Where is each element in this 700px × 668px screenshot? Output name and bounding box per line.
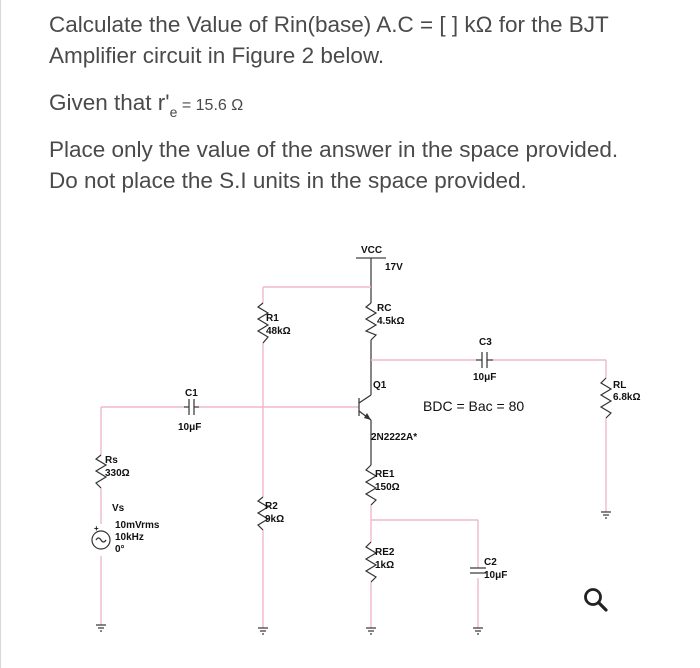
r1-value: 48kΩ: [266, 326, 291, 337]
vcc-label: VCC: [361, 245, 383, 256]
c2-value: 10μF: [484, 570, 508, 581]
ac-source: [92, 524, 110, 549]
svg-text:+: +: [94, 524, 99, 533]
vs-amplitude: 10mVrms: [115, 520, 160, 531]
re2-value: 1kΩ: [375, 560, 395, 571]
vcc-value: 17V: [385, 262, 403, 273]
beta-note: BDC = Bac = 80: [423, 398, 525, 414]
re2-name: RE2: [375, 547, 395, 558]
circuit-wires: [101, 258, 606, 628]
question-text: Calculate the Value of Rin(base) A.C = [ ] kΩ for the BJT Amplifier circuit in Figure 2 below.: [49, 12, 609, 68]
c1-value: 10μF: [178, 422, 202, 433]
c3-value: 10μF: [473, 372, 497, 383]
q1-transistor: [359, 395, 371, 420]
r2-name: R2: [265, 501, 278, 512]
ground-symbols: [96, 512, 611, 634]
rl-resistor: [601, 378, 611, 418]
re1-value: 150Ω: [375, 482, 400, 493]
given-value: = 15.6 Ω: [177, 97, 244, 114]
rs-name: Rs: [105, 455, 118, 466]
ground-icon: [473, 628, 483, 634]
ground-icon: [96, 625, 106, 631]
c3-capacitor: [476, 352, 493, 368]
magnifier-icon[interactable]: [581, 585, 611, 615]
vs-name: Vs: [112, 503, 125, 514]
rl-value: 6.8kΩ: [613, 392, 641, 403]
given-prefix: Given that r': [49, 90, 170, 115]
vs-frequency: 10kHz: [115, 532, 144, 543]
q1-name: Q1: [373, 380, 387, 391]
rs-value: 330Ω: [105, 468, 130, 479]
rc-value: 4.5kΩ: [377, 316, 405, 327]
ground-icon: [601, 512, 611, 518]
instruction-text: Place only the value of the answer in the space provided. Do not place the S.I units in the space provided.: [49, 137, 619, 193]
c1-name: C1: [185, 388, 198, 399]
ground-icon: [366, 628, 376, 634]
r2-value: 9kΩ: [265, 514, 285, 525]
r1-name: R1: [266, 313, 279, 324]
given-subscript: e: [169, 104, 178, 120]
re1-name: RE1: [375, 469, 395, 480]
ground-icon: [258, 628, 268, 634]
rc-resistor: [366, 303, 376, 340]
c3-name: C3: [479, 337, 492, 348]
circuit-diagram: [1, 0, 700, 668]
resistors: [96, 303, 611, 582]
rl-name: RL: [613, 380, 627, 391]
vs-phase: 0°: [115, 544, 125, 555]
c2-name: C2: [484, 557, 497, 568]
c1-capacitor: [184, 399, 199, 415]
q1-model: 2N2222A*: [371, 432, 418, 443]
capacitors: [184, 352, 493, 573]
rc-name: RC: [377, 303, 392, 314]
